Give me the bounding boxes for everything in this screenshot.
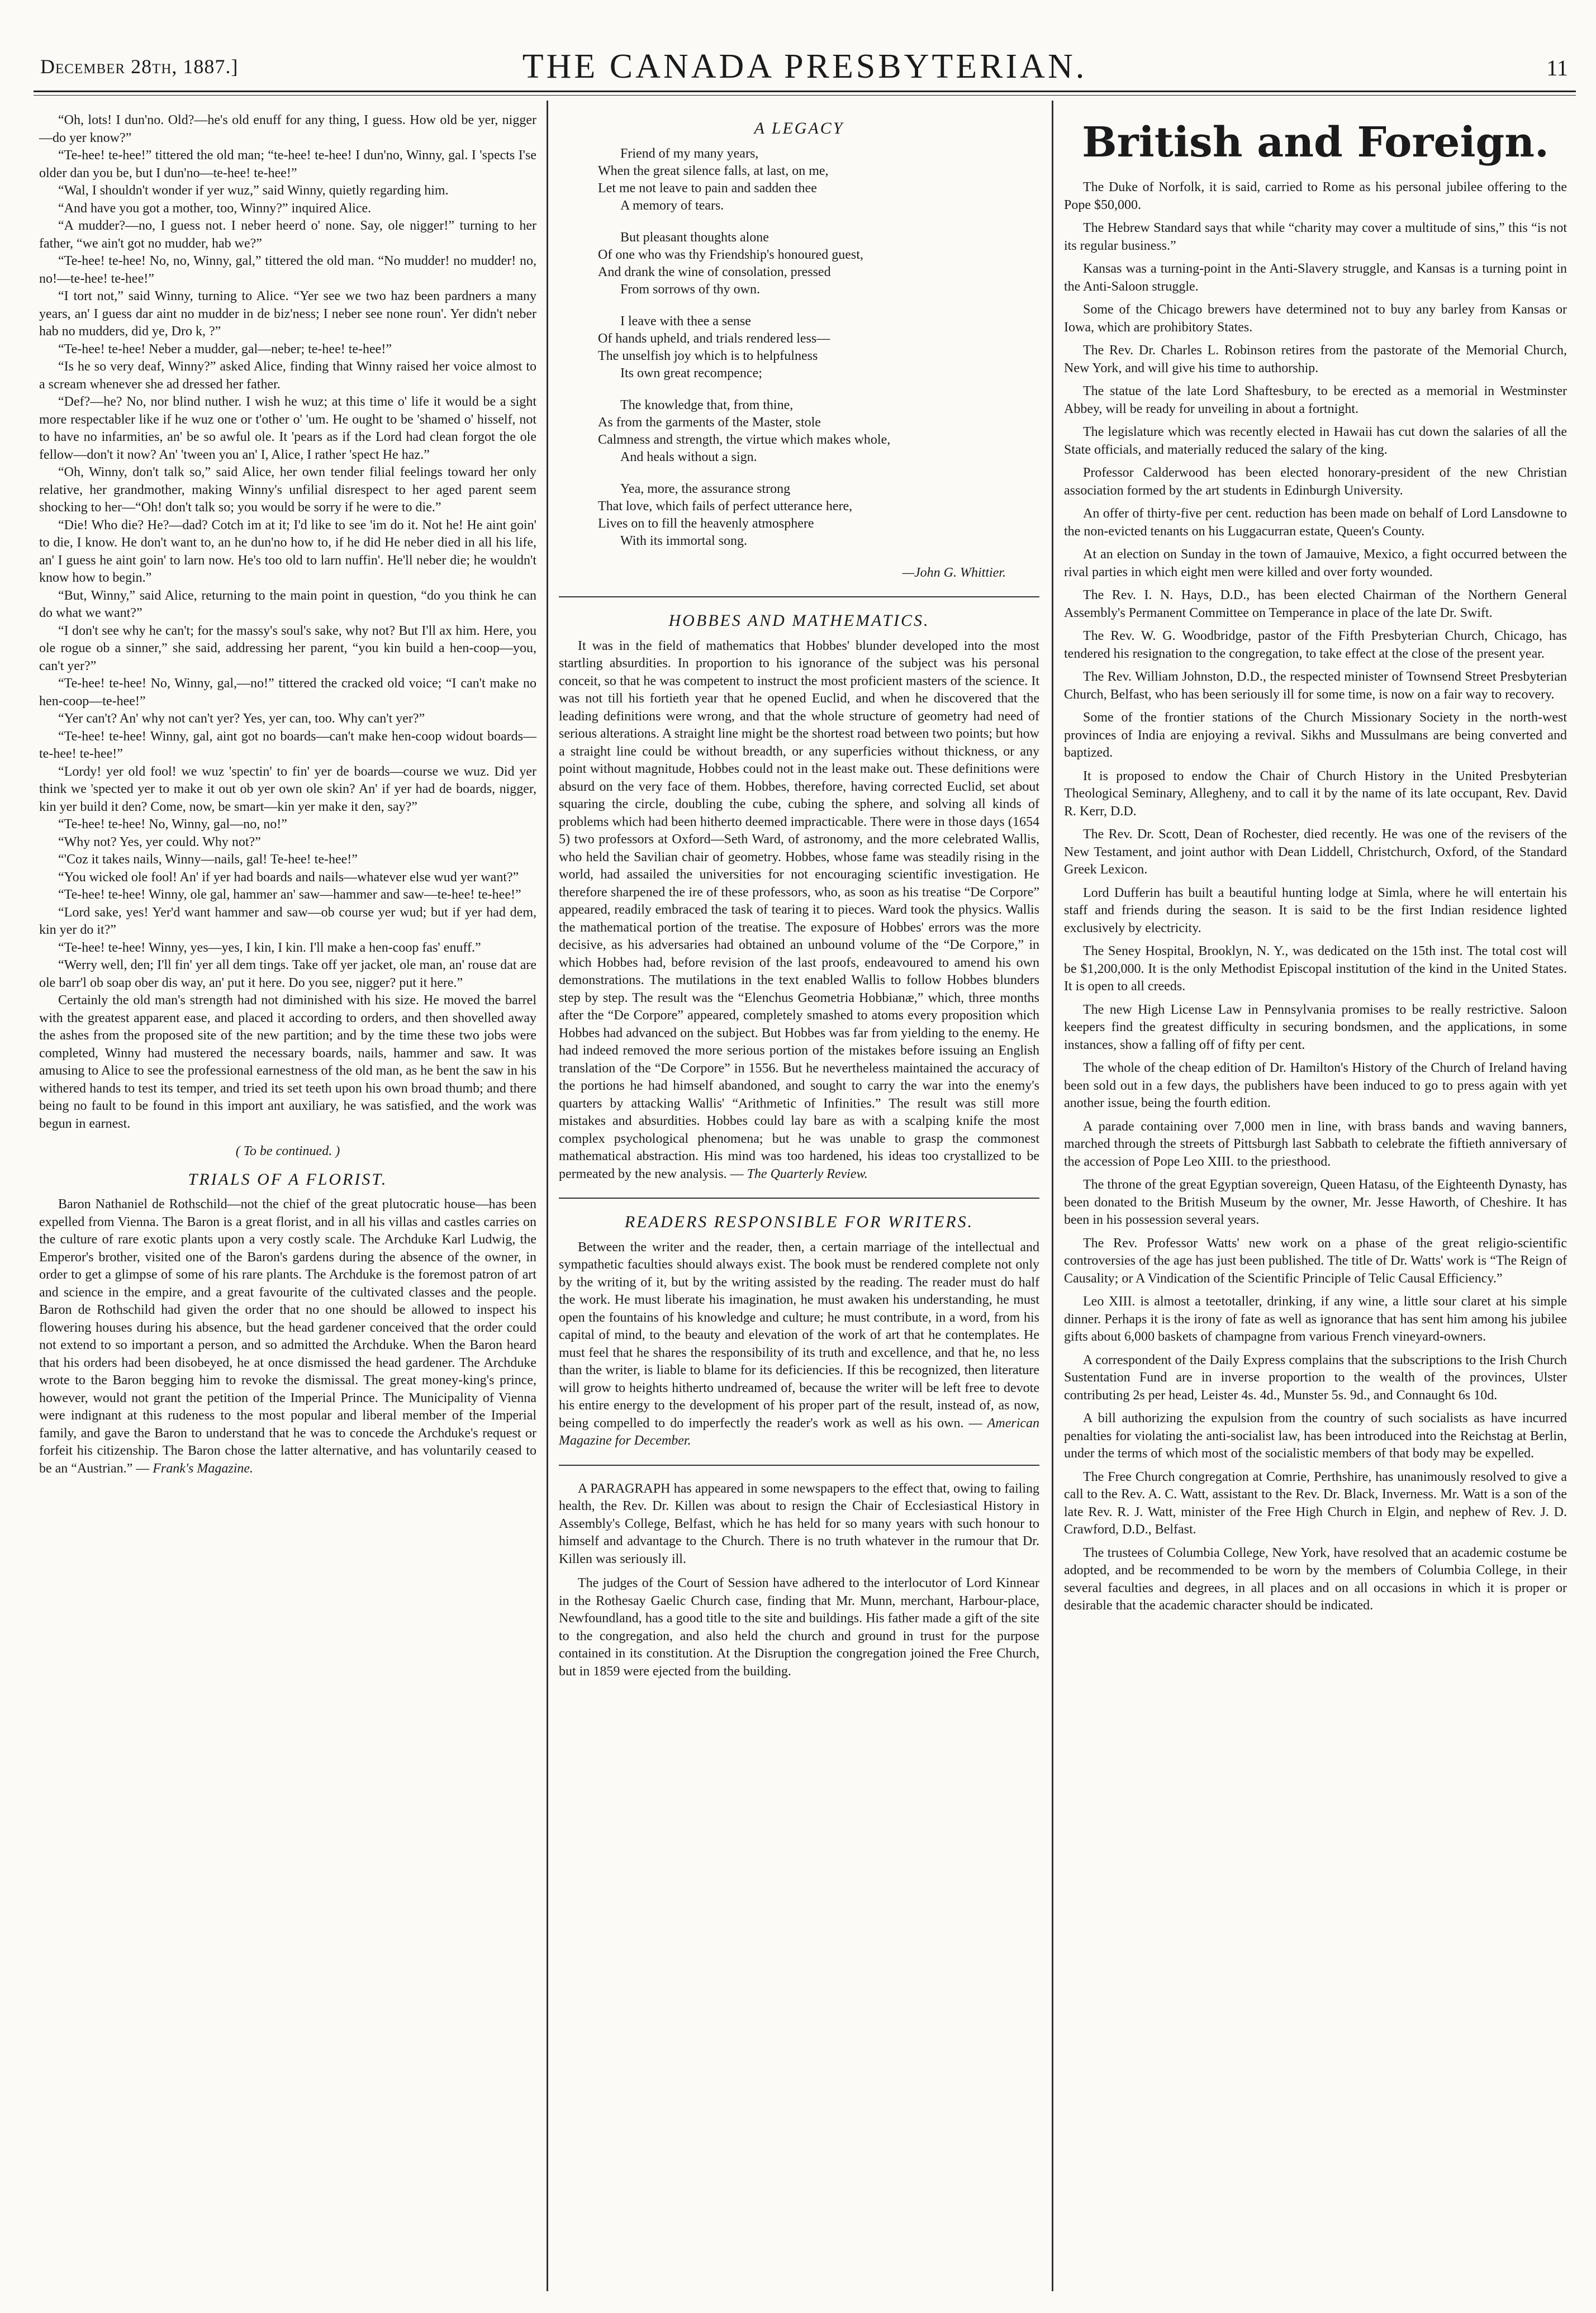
story-paragraph: “Lord sake, yes! Yer'd want hammer and saw—ob course yer wud; but if yer had dem, kin yer do it?” [39,905,536,937]
section-divider [559,1465,1039,1466]
poem-line: With its immortal song. [620,533,748,548]
hobbes-heading: HOBBES AND MATHEMATICS. [668,611,930,630]
florist-source: Frank's Magazine. [153,1461,254,1476]
news-item: The legislature which was recently elected in Hawaii has cut down the salaries of all the State officials, and materially reduced the salary of the king. [1064,425,1567,457]
poem-stanza [598,229,1039,298]
british-foreign-heading: British and Foreign. [1082,118,1549,167]
story-paragraph: “Wal, I shouldn't wonder if yer wuz,” said Winny, quietly regarding him. [58,183,449,198]
legacy-heading: A LEGACY [754,119,844,137]
column-british-foreign [1064,112,1567,1621]
poem-line: Of one who was thy Friendship's honoured guest, [598,247,863,262]
newspaper-title: THE CANADA PRESBYTERIAN. [522,48,1087,86]
poem-stanza [598,397,1039,466]
news-item: The new High License Law in Pennsylvania promises to be really restrictive. Saloon keepers find the greatest difficulty in securing bondsmen, and the applications, in some instances, show a falling off of fifty per cent. [1064,1002,1567,1052]
poem-line: Let me not leave to pain and sadden thee [598,181,817,196]
poem-line: Yea, more, the assurance strong [620,481,791,496]
poem-line: From sorrows of thy own. [620,282,760,297]
readers-article: Between the writer and the reader, then, a certain marriage of the intellectual and sympathetic faculties should always exist. The book must be rendered complete not only by the writing of it, but by the writing assisted by the reading. The reader must do half the work. He must liberate his imagination, he must awaken his understanding, he must open the fountains of his knowledge and culture; he must contribute, in a word, from his capital of mind, to the beauty and elevation of the work of art that he contemplates. He must feel that he shares the responsibility of its truth and excellence, and that he, no less than the writer, is liable to blame for its deficiencies. If this be recognized, then literature will grow to heights hitherto undreamed of, because the writer will be left free to devote his entire energy to the development of his proper part of the result, instead of, as now, being compelled to do imperfectly the reader's work as well as his own. — American Magazine for December. [559,1239,1040,1448]
news-item: Lord Dufferin has built a beautiful hunting lodge at Simla, where he will entertain his staff and friends during the season. It is said to be the first Indian residence lighted exclusively by electricity. [1064,885,1567,935]
story-paragraph: Certainly the old man's strength had not diminished with his size. He moved the barrel with the greatest apparent ease, and placed it according to orders, and then shovelled away the ashes from the proposed site of the new partition; and by the time these two jobs were completed, Winny had mustered the necessary boards, nails, hammer and saw. It was amusing to Alice to see the professional earnestness of the old man, as he bent the saw in his withered hands to test its temper, and tried its set teeth upon his own broad thumb; and there being no fault to be found in this import ant auxiliary, he was satisfied, and the work was begun in earnest. [39,993,536,1131]
story-paragraph: “Def?—he? No, nor blind nuther. I wish he wuz; at this time o' life it would be a sight more respectabler like if he wuz one or t'other o' 'um. He ought to be 'shamed o' hisself, not to have no infarmities, an' be so awful ole. It 'pears as if the Lord had clean forgot the ole fellow—don't it now? An' 'tween you an' I, Alice, I rather 'spect He haz.” [39,395,536,462]
killen-paragraph: A PARAGRAPH has appeared in some newspapers to the effect that, owing to failing health, the Rev. Dr. Killen was about to resign the Chair of Ecclesiastical History in Assembly's College, Belfast, which he has held for so many years with such honour to himself and advantage to the Church. There is no truth whatever in the rumour that Dr. Killen was seriously ill. [559,1481,1039,1566]
poem-signature: —John G. Whittier. [902,565,1006,580]
news-item: Professor Calderwood has been elected honorary-president of the new Christian association formed by the art students in Edinburgh University. [1064,466,1567,498]
news-item: Some of the frontier stations of the Church Missionary Society in the north-west provinces of India are enjoying a revival. Sikhs and Mussulmans are being converted and baptized. [1064,710,1567,760]
poem-line: Its own great recompence; [620,365,762,381]
news-item: An offer of thirty-five per cent. reduction has been made on behalf of Lord Lansdowne to the non-evicted tenants on his Luggacurran estate, Queen's County. [1064,506,1567,539]
news-item: It is proposed to endow the Chair of Church History in the United Presbyterian Theological Seminary, Allegheny, and to call it by the name of its late occupant, Rev. David R. Kerr, D.D. [1064,768,1567,819]
poem-line: Calmness and strength, the virtue which makes whole, [598,432,891,447]
poem-line: Friend of my many years, [620,146,759,161]
story-paragraph: “Oh, Winny, don't talk so,” said Alice, her own tender filial feelings toward her only relative, her grandmother, making Winny's unfilial disrespect to her aged parent seem shocking to her—“Oh! don't talk so; you would be sorry if he were to die.” [39,465,536,515]
section-divider [559,596,1039,597]
column-story [39,112,536,1478]
story-paragraph: “I tort not,” said Winny, turning to Alice. “Yer see we two haz been pardners a many years, an' I guess dar aint no mudder in de biz'ness; I neber see none roun'. Yer didn't neber hab no mudders, did ye, Dro k, ?” [39,289,536,339]
news-item: The Rev. Dr. Scott, Dean of Rochester, died recently. He was one of the revisers of the New Testament, and joint author with Dean Liddell, Christchurch, Oxford, of the Standard Greek Lexicon. [1064,827,1567,877]
story-paragraph: “Die! Who die? He?—dad? Cotch im at it; I'd like to see 'im do it. Not he! He aint goin' to die, I know. He don't want to, an he dun'no how to, if he did He neber died in all his life, an' I guess he aint goin' to larn now. He's too old to larn nuffin'. He'll neber die; he wouldn't know how to begin.” [39,517,536,585]
story-paragraph: “Te-hee! te-hee! Winny, gal, aint got no boards—can't make hen-coop widout boards—te-hee! te-hee!” [39,729,536,761]
masthead [34,22,1576,89]
readers-source: American Magazine for December. [559,1416,1040,1448]
poem-line: The unselfish joy which is to helpfulness [598,348,818,363]
news-item: A parade containing over 7,000 men in line, with brass bands and waving banners, marched through the streets of Pittsburgh last Sabbath to celebrate the fiftieth anniversary of the accession of Pope Leo XIII. to the priesthood. [1064,1119,1567,1169]
story-paragraph: “A mudder?—no, I guess not. I neber heerd o' none. Say, ole nigger!” turning to her father, “we ain't got no mudder, hab we?” [39,219,536,251]
story-paragraph: “Lordy! yer old fool! we wuz 'spectin' to fin' yer de boards—course we wuz. Did yer think we 'spected yer to make it out ob yer own ole skin? An' if yer had de boards, nigger, kin yer build it den? Come, now, be smart—kin yer make it den, say?” [39,764,536,814]
story-paragraph: “And have you got a mother, too, Winny?” inquired Alice. [58,201,372,216]
story-paragraph: “Te-hee! te-hee! No, no, Winny, gal,” tittered the old man. “No mudder! no mudder! no, no!—te-hee! te-hee!” [39,254,536,286]
news-item: At an election on Sunday in the town of Jamauive, Mexico, a fight occurred between the rival parties in which eight men were killed and over forty wounded. [1064,547,1567,580]
story-paragraph: “I don't see why he can't; for the massy's soul's sake, why not? But I'll ax him. Here, you ole rogue ob a sinner,” she said, addressing her parent, “you kin build a hen-coop—you, can't yer?” [39,623,536,673]
news-item: The Rev. I. N. Hays, D.D., has been elected Chairman of the Northern General Assembly's Permanent Committee on Temperance in place of the late Dr. Swift. [1064,588,1567,620]
story-paragraph: “Yer can't? An' why not can't yer? Yes, yer can, too. Why can't yer?” [58,711,425,726]
poem-line: And heals without a sign. [620,449,757,464]
story-paragraph: “Oh, lots! I dun'no. Old?—he's old enuff for any thing, I guess. How old be yer, nigger—do yer know?” [39,113,536,145]
column-middle [559,112,1039,1680]
story-paragraph: “'Coz it takes nails, Winny—nails, gal! Te-hee! te-hee!” [58,852,358,867]
news-items [1064,179,1567,1615]
rothesay-paragraph: The judges of the Court of Session have adhered to the interlocutor of Lord Kinnear in the Rothesay Gaelic Church case, finding that Mr. Munn, merchant, Harbour-place, Newfoundland, has a good title to the site and buildings. His father made a gift of the site to the congregation, and also held the church and ground in trust for the purpose contained in its constitution. At the Disruption the congregation joined the Free Church, but in 1859 were ejected from the building. [559,1576,1039,1679]
florist-heading: TRIALS OF A FLORIST. [188,1170,388,1189]
news-item: A correspondent of the Daily Express complains that the subscriptions to the Irish Church Sustentation Fund are in inverse proportion to the wealth of the provinces, Ulster contributing 2s per head, Leister 4s. 4d., Munster 5s. 9d., and Connaught 6s 10d. [1064,1352,1567,1403]
story-paragraph: “Te-hee! te-hee! No, Winny, gal,—no!” tittered the cracked old voice; “I can't make no hen-coop—te-hee!” [39,676,536,709]
page-number: 11 [1546,55,1568,80]
poem-line: Of hands upheld, and trials rendered less— [598,331,830,346]
story-paragraph: “Is he so very deaf, Winny?” asked Alice, finding that Winny raised her voice almost to a scream whenever she ad dressed her father. [39,359,536,392]
news-item: The throne of the great Egyptian sovereign, Queen Hatasu, of the Eighteenth Dynasty, has been donated to the British Museum by the owner, Mr. Jesse Haworth, of Cheshire. It has been in his possession several years. [1064,1177,1567,1227]
news-item: The Rev. Dr. Charles L. Robinson retires from the pastorate of the Memorial Church, New York, and will give his time to authorship. [1064,343,1567,376]
story-paragraph: “You wicked ole fool! An' if yer had boards and nails—whatever else wud yer want?” [58,870,519,885]
story-paragraph: “Te-hee! te-hee!” tittered the old man; “te-hee! te-hee! I dun'no, Winny, gal. I 'spects I'se older dan you be, but I dun'no—te-hee! te-hee!” [39,148,536,181]
story-paragraph: “Te-hee! te-hee! Winny, ole gal, hammer an' saw—hammer and saw—te-hee! te-hee!” [58,887,521,902]
news-item: The Seney Hospital, Brooklyn, N. Y., was dedicated on the 15th inst. The total cost will be $1,200,000. It is the only Methodist Episcopal institution of the kind in the United States. It is open to all creeds. [1064,944,1567,994]
section-divider [559,1198,1039,1199]
poem-line: A memory of tears. [620,198,724,213]
news-item: The statue of the late Lord Shaftesbury, to be erected as a memorial in Westminster Abbey, will be ready for unveiling in about a fortnight. [1064,384,1567,416]
legacy-poem [598,145,1039,550]
poem-line: That love, which fails of perfect utterance here, [598,498,853,514]
poem-stanza [598,481,1039,550]
story-paragraph: “Te-hee! te-hee! Winny, yes—yes, I kin, I kin. I'll make a hen-coop fas' enuff.” [58,940,481,955]
story-paragraph: “Why not? Yes, yer could. Why not?” [58,834,261,849]
news-item: The trustees of Columbia College, New York, have resolved that an academic costume be adopted, and be recommended to be worn by the members of Columbia College, in their several faculties and degrees, in all places and on all occasions in which it is proper or desirable that the academic character should be indicated. [1064,1545,1567,1613]
poem-line: And drank the wine of consolation, pressed [598,264,831,279]
poem-stanza [598,145,1039,215]
poem-line: But pleasant thoughts alone [620,230,769,245]
poem-stanza [598,313,1039,382]
news-item: The Rev. William Johnston, D.D., the respected minister of Townsend Street Presbyterian Church, Belfast, who has been seriously ill for some time, is now on a fair way to recovery. [1064,669,1567,702]
story-paragraph: “Te-hee! te-hee! Neber a mudder, gal—neber; te-hee! te-hee!” [58,341,392,357]
story-paragraph: “Werry well, den; I'll fin' yer all dem tings. Take off yer jacket, ole man, an' rouse dat are ole barr'l ob soap ober dis way, an' put it here. Do you see, nigger? put it here.” [39,958,536,990]
column-divider-1 [547,101,548,2291]
story-text [39,112,536,1133]
news-item: Kansas was a turning-point in the Anti-Slavery struggle, and Kansas is a turning point in the Anti-Saloon struggle. [1064,262,1567,294]
hobbes-article: It was in the field of mathematics that Hobbes' blunder developed into the most startling absurdities. In proportion to his ignorance of the subject was his personal conceit, so that he was competent to instruct the most proficient masters of the science. It was not till his fortieth year that he opened Euclid, and when he discovered that the leading definitions were wrong, and that the whole structure of geometry had need of serious alterations. A straight line might be the shortest road between two points; but how a straight line could be without breadth, or any superficies without thickness, or any point without magnitude, Hobbes could not in the least make out. These definitions were absurd on the very face of them. Hobbes, therefore, having corrected Euclid, set about squaring the circle, doubling the cube, cubing the sphere, and solving all kinds of problems which had been hitherto deemed impracticable. There were in those days (1654 5) two professors at Oxford—Seth Ward, of astronomy, and the more celebrated Wallis, who held the Savilian chair of geometry. Hobbes, whose fame was steadily rising in the world, had assailed the universities for not encouraging scientific investigation. He therefore sharpened the ire of these professors, who, as soon as his treatise “De Corpore” appeared, readily embraced the task of tearing it to pieces. Ward took the physics. Wallis the mathematical portion of the treatise. The exposure of Hobbes' errors was the more decisive, as his adversaries had obtained an unbound volume of the “De Corpore,” in which Hobbes had, before revision of the last proofs, endeavoured to amend his own demonstrations. The mutilations in the text enabled Wallis to follow Hobbes blunders step by step. The result was the “Elenchus Geometria Hobbianæ,” which, three months after the “De Corpore” appeared, completely smashed to atoms every proposition which Hobbes had advanced on the subject. But Hobbes was far from yielding to the enemy. He had indeed removed the more serious portion of the mistakes before issuing an English translation of the “De Corpore” in 1556. But he nevertheless maintained the accuracy of the portions he had himself abandoned, and sought to carry the war into the enemy's quarters by attacking Wallis' “Arithmetic of Infinities.” The result was still more mistakes and absurdities. Hobbes could lay bare as with a scalping knife the most complex psychological phenomena; but he was unable to grasp the commonest mathematical abstraction. His mind was too hardened, his ideas too crystallized to be permeated by the new analysis. — The Quarterly Review. [559,638,1039,1181]
news-item: The Duke of Norfolk, it is said, carried to Rome as his personal jubilee offering to the Pope $50,000. [1064,180,1567,212]
story-paragraph: “Te-hee! te-hee! No, Winny, gal—no, no!” [58,817,287,832]
to-be-continued: ( To be continued. ) [235,1144,340,1158]
column-divider-2 [1052,101,1053,2291]
news-item: A bill authorizing the expulsion from the country of such socialists as have incurred penalties for violating the anti-socialist law, has been introduced into the Reichstag at Berlin, under the terms of which most of the socialistic members of that body may be expelled. [1064,1411,1567,1461]
masthead-rule [34,91,1576,92]
poem-line: When the great silence falls, at last, on me, [598,163,829,178]
poem-line: Lives on to fill the heavenly atmosphere [598,516,814,531]
hobbes-source: The Quarterly Review. [747,1166,868,1181]
story-paragraph: “But, Winny,” said Alice, returning to the main point in question, “do you think he can do what we want?” [39,588,536,620]
poem-line: As from the garments of the Master, stole [598,415,821,430]
news-item: The Hebrew Standard says that while “charity may cover a multitude of sins,” this “is not its regular business.” [1064,221,1567,253]
news-item: The whole of the cheap edition of Dr. Hamilton's History of the Church of Ireland having been sold out in a few days, the publishers have been induced to go to press again with yet another issue, being the fourth edition. [1064,1061,1567,1110]
poem-line: I leave with thee a sense [620,314,751,329]
masthead-rule-thin [34,95,1576,96]
poem-line: The knowledge that, from thine, [620,397,794,412]
news-item: The Rev. Professor Watts' new work on a phase of the great religio-scientific controversies of the age has just been published. The title of Dr. Watts' work is “The Reign of Causality; or A Vindication of the Scientific Principle of Telic Causal Efficiency.” [1064,1236,1567,1286]
news-item: The Free Church congregation at Comrie, Perthshire, has unanimously resolved to give a call to the Rev. A. C. Watt, assistant to the Rev. Dr. Black, Inverness. Mr. Watt is a son of the late Rev. R. J. Watt, minister of the Free High Church in Elgin, and nephew of Rev. J. D. Crawford, D.D., Belfast. [1064,1469,1567,1537]
florist-article: Baron Nathaniel de Rothschild—not the chief of the great plutocratic house—has been expelled from Vienna. The Baron is a great florist, and in all his villas and castles carries on the culture of rare exotic plants upon a very costly scale. The Archduke Karl Ludwig, the Emperor's brother, visited one of the Baron's gardens during the absence of the owner, in order to get a glimpse of some of his rare plants. The Archduke is the foremost patron of art and science in the empire, and a great favourite of the cultivated classes and the people. Baron de Rothschild had given the order that no one should be allowed to inspect his flowering houses during his absence, but the head gardener conceived that the order could not extend to so important a person, and so admitted the Archduke. When the Baron heard that his orders had been disobeyed, he at once dismissed the head gardener. The Archduke wrote to the Baron begging him to revoke the dismissal. The great money-king's prince, however, would not grant the petition of the Imperial Prince. The Municipality of Vienna were indignant at this rudeness to the most popular and liberal member of the Imperial family, and gave the Baron to understand that he was to concede the Archduke's request or forfeit his citizenship. The Baron chose the latter alternative, and has voluntarily ceased to be an “Austrian.” — Frank's Magazine. [39,1197,536,1476]
issue-date: December 28th, 1887.] [40,55,239,78]
news-item: Some of the Chicago brewers have determined not to buy any barley from Kansas or Iowa, which are prohibitory States. [1064,302,1567,335]
news-item: Leo XIII. is almost a teetotaller, drinking, if any wine, a little sour claret at his simple dinner. Perhaps it is the irony of fate as well as ignorance that has sent him among his jubilee gifts about 6,000 baskets of champagne from various French vineyard-owners. [1064,1294,1567,1344]
readers-heading: READERS RESPONSIBLE FOR WRITERS. [624,1213,974,1231]
news-item: The Rev. W. G. Woodbridge, pastor of the Fifth Presbyterian Church, Chicago, has tendered his resignation to the congregation, to take effect at the close of the present year. [1064,629,1567,661]
